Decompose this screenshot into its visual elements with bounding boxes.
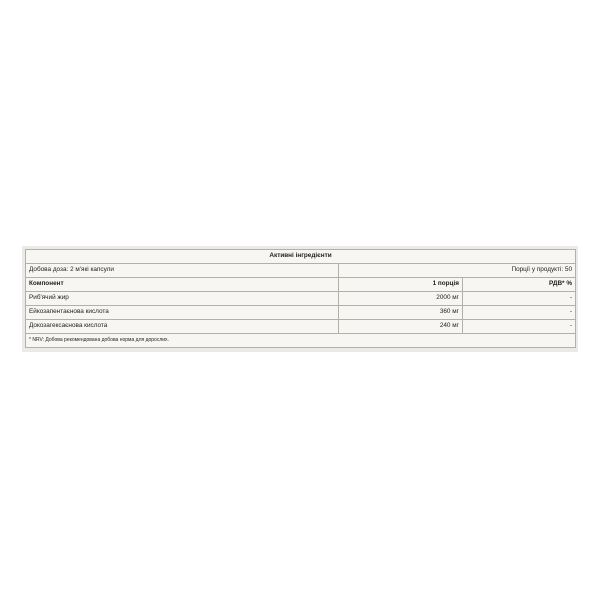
table-row: [26, 320, 576, 334]
footnote: * NRV: Добова рекомендована добова норма для дорослих.: [26, 334, 576, 348]
component-name: Ейкозапентаєнова кислота: [26, 306, 339, 320]
footnote-row: [26, 334, 576, 348]
table-row: [26, 292, 576, 306]
rdv-value: -: [463, 292, 576, 306]
servings-per-product: Порції у продукті: 50: [339, 264, 576, 278]
daily-dose-label: Добова доза: 2 м'які капсули: [26, 264, 339, 278]
per-serving-amount: 240 мг: [339, 320, 463, 334]
table-title-row: [26, 250, 576, 264]
column-header-row: [26, 278, 576, 292]
column-header-rdv: РДВ* %: [463, 278, 576, 292]
rdv-value: -: [463, 320, 576, 334]
table-row: [26, 306, 576, 320]
per-serving-amount: 2000 мг: [339, 292, 463, 306]
supplement-facts-table: [25, 249, 576, 348]
component-name: Риб'ячий жир: [26, 292, 339, 306]
dose-row: [26, 264, 576, 278]
column-header-per-serving: 1 порція: [339, 278, 463, 292]
column-header-component: Компонент: [26, 278, 339, 292]
per-serving-amount: 360 мг: [339, 306, 463, 320]
rdv-value: -: [463, 306, 576, 320]
component-name: Докозагексаєнова кислота: [26, 320, 339, 334]
table-title: Активні інгредієнти: [26, 250, 576, 264]
